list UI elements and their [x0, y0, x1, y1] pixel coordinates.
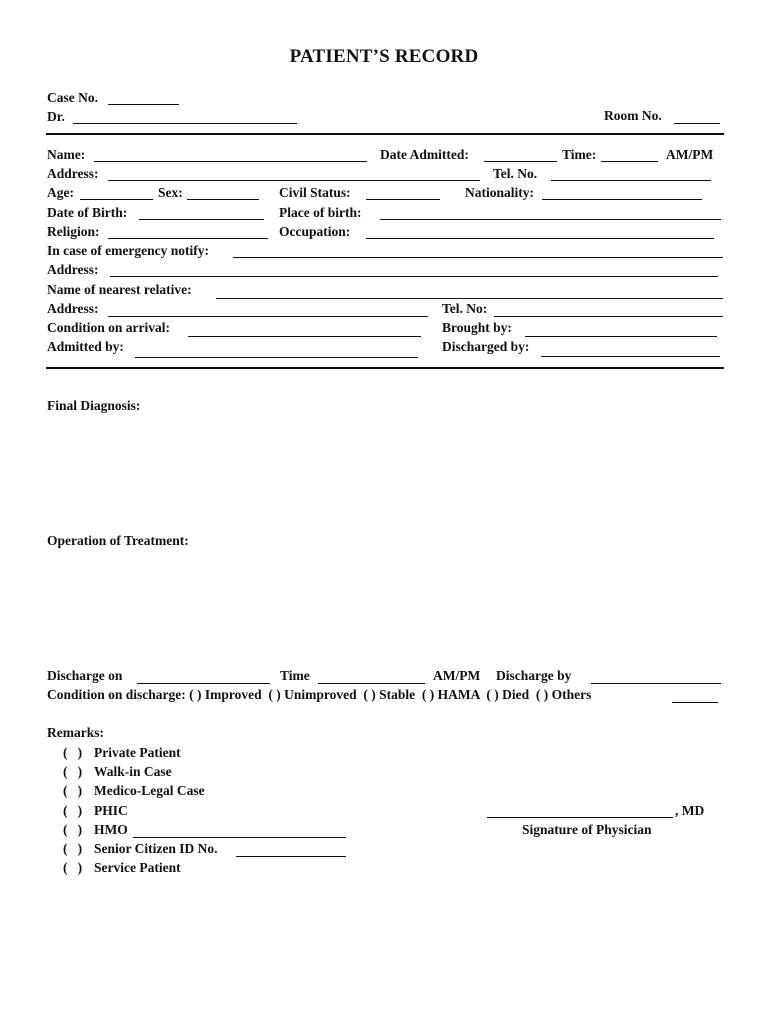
nearest-relative-field[interactable] — [216, 298, 723, 299]
remark-item-label: Walk-in Case — [94, 764, 172, 779]
remark-item-label: Service Patient — [94, 860, 181, 875]
room-no-label: Room No. — [604, 108, 662, 123]
place-of-birth-label: Place of birth: — [279, 205, 362, 220]
discharged-by-label: Discharged by: — [442, 339, 530, 354]
brought-by-label: Brought by: — [442, 320, 512, 335]
signature-label: Signature of Physician — [522, 822, 652, 837]
case-no-label: Case No. — [47, 90, 98, 105]
checkbox-walk-in-case[interactable]: ( ) — [63, 764, 83, 779]
discharge-by-field[interactable] — [591, 683, 721, 684]
hmo-field[interactable] — [133, 837, 346, 838]
date-of-birth-label: Date of Birth: — [47, 205, 128, 220]
room-no-field[interactable] — [674, 123, 720, 124]
operation-treatment-label: Operation of Treatment: — [47, 533, 189, 548]
age-field[interactable] — [80, 199, 153, 200]
others-field[interactable] — [672, 702, 718, 703]
page-title: PATIENT’S RECORD — [289, 46, 479, 67]
md-suffix: , MD — [675, 803, 705, 818]
condition-arrival-label: Condition on arrival: — [47, 320, 171, 335]
remark-item-label: PHIC — [94, 803, 128, 818]
checkbox-medico-legal-case[interactable]: ( ) — [63, 783, 83, 798]
relative-address-label: Address: — [47, 301, 99, 316]
nearest-relative-label: Name of nearest relative: — [47, 282, 192, 297]
condition-arrival-field[interactable] — [188, 336, 421, 337]
date-of-birth-field[interactable] — [139, 219, 264, 220]
admitted-by-label: Admitted by: — [47, 339, 124, 354]
name-field[interactable] — [94, 161, 367, 162]
religion-field[interactable] — [108, 238, 268, 239]
civil-status-field[interactable] — [366, 199, 440, 200]
ampm-label: AM/PM — [666, 147, 714, 162]
relative-tel-no-field[interactable] — [494, 316, 723, 317]
civil-status-label: Civil Status: — [279, 185, 351, 200]
final-diagnosis-label: Final Diagnosis: — [47, 398, 141, 413]
checkbox-hmo[interactable]: ( ) — [63, 822, 83, 837]
sex-field[interactable] — [187, 199, 259, 200]
dr-label: Dr. — [47, 109, 65, 124]
sex-label: Sex: — [158, 185, 183, 200]
name-label: Name: — [47, 147, 86, 162]
remarks-label: Remarks: — [47, 725, 104, 740]
emergency-label: In case of emergency notify: — [47, 243, 209, 258]
checkbox-private-patient[interactable]: ( ) — [63, 745, 83, 760]
condition-on-discharge[interactable]: Condition on discharge: ( ) Improved ( ) Unimproved ( ) Stable ( ) HAMA ( ) Died ( ) Others — [47, 687, 592, 702]
case-no-field[interactable] — [108, 104, 179, 105]
date-admitted-field[interactable] — [484, 161, 557, 162]
place-of-birth-field[interactable] — [380, 219, 721, 220]
nationality-label: Nationality: — [465, 185, 534, 200]
checkbox-service-patient[interactable]: ( ) — [63, 860, 83, 875]
tel-no-field[interactable] — [551, 180, 711, 181]
relative-address-field[interactable] — [108, 316, 428, 317]
religion-label: Religion: — [47, 224, 100, 239]
discharged-by-field[interactable] — [541, 356, 720, 357]
date-admitted-label: Date Admitted: — [380, 147, 469, 162]
time-field[interactable] — [601, 161, 658, 162]
divider-top — [46, 133, 724, 135]
discharge-time-label: Time — [280, 668, 310, 683]
checkbox-phic[interactable]: ( ) — [63, 803, 83, 818]
remark-item-label: HMO — [94, 822, 128, 837]
discharge-on-label: Discharge on — [47, 668, 123, 683]
address-label: Address: — [47, 166, 99, 181]
tel-no-label: Tel. No. — [493, 166, 538, 181]
occupation-field[interactable] — [366, 238, 714, 239]
remark-item-label: Medico-Legal Case — [94, 783, 205, 798]
discharge-time-field[interactable] — [318, 683, 425, 684]
remark-item-label: Senior Citizen ID No. — [94, 841, 218, 856]
time-label: Time: — [562, 147, 597, 162]
discharge-on-field[interactable] — [137, 683, 270, 684]
checkbox-senior-citizen[interactable]: ( ) — [63, 841, 83, 856]
emergency-address-field[interactable] — [110, 276, 718, 277]
emergency-field[interactable] — [233, 257, 723, 258]
dr-field[interactable] — [73, 123, 297, 124]
remark-item-label: Private Patient — [94, 745, 181, 760]
discharge-ampm-label: AM/PM — [433, 668, 481, 683]
senior-citizen-id-field[interactable] — [236, 856, 346, 857]
nationality-field[interactable] — [542, 199, 702, 200]
relative-tel-no-label: Tel. No: — [442, 301, 488, 316]
emergency-address-label: Address: — [47, 262, 99, 277]
occupation-label: Occupation: — [279, 224, 351, 239]
admitted-by-field[interactable] — [135, 357, 418, 358]
discharge-by-label: Discharge by — [496, 668, 572, 683]
divider-bottom — [46, 367, 724, 369]
address-field[interactable] — [108, 180, 480, 181]
age-label: Age: — [47, 185, 74, 200]
physician-signature-field[interactable] — [487, 817, 673, 818]
brought-by-field[interactable] — [525, 336, 717, 337]
